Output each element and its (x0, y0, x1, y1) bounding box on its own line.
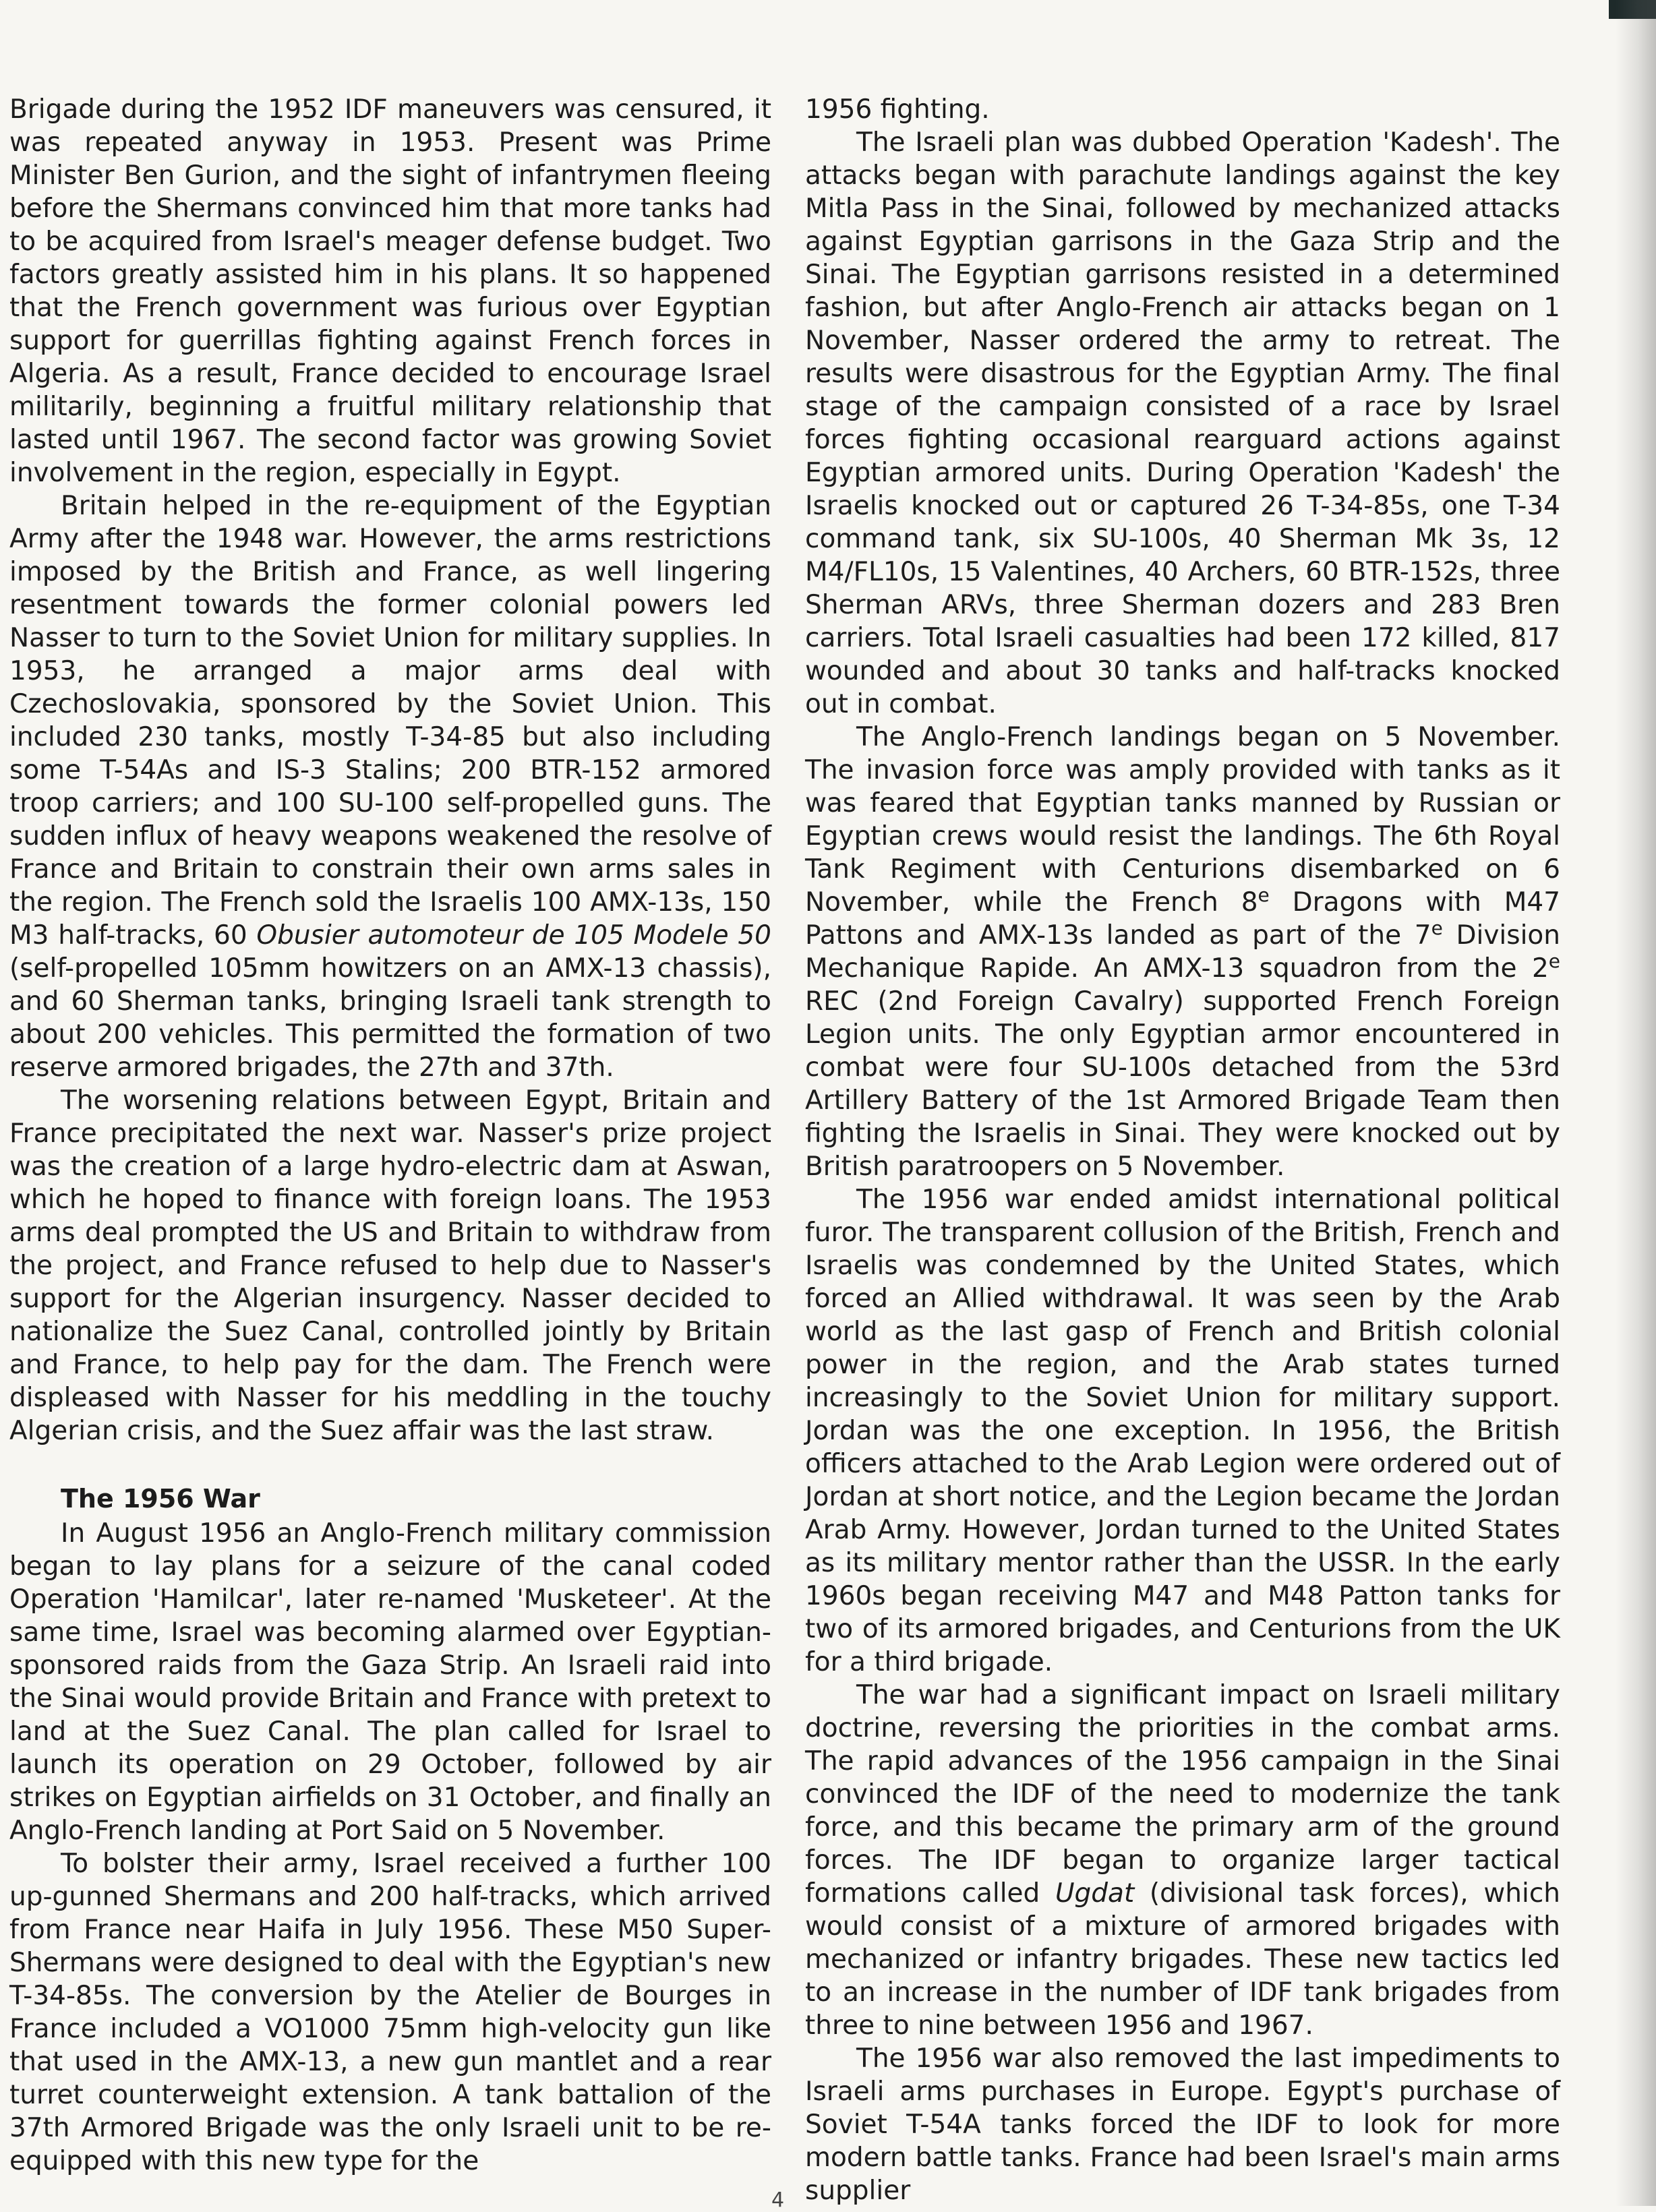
left-column (9, 93, 771, 2178)
paragraph-text: The Anglo-French landings began on 5 November. The invasion force was amply provided with tanks as it was feared that Egyptian tanks manned by Russian or Egyptian crews would resist the landings. The 6th Royal Tank Regiment with Centurions disembarked on 6 November, while the French 8 (805, 722, 1560, 918)
paragraph: Brigade during the 1952 IDF maneuvers was censured, it was repeated anyway in 1953. Present was Prime Minister Ben Gurion, and the sight of infantrymen fleeing before the Shermans convinced him that more tanks had to be acquired from Israel's meager defense budget. Two factors greatly assisted him in his plans. It so happened that the French government was furious over Egyptian support for guerrillas fighting against French forces in Algeria. As a result, France decided to encourage Israel militarily, beginning a fruitful military relationship that lasted until 1967. The second factor was growing Soviet involvement in the region, especially in Egypt. (9, 94, 771, 488)
paragraph-text: Britain helped in the re-equipment of the Egyptian Army after the 1948 war. However, the arms restrictions imposed by the British and France, as well lingering resentment towards the former colonial powers led Nasser to turn to the Soviet Union for military supplies. In 1953, he arranged a major arms deal with Czechoslovakia, sponsored by the Soviet Union. This included 230 tanks, mostly T-34-85 but also including some T-54As and IS-3 Stalins; 200 BTR-152 armored troop carriers; and 100 SU-100 self-propelled guns. The sudden influx of heavy weapons weakened the resolve of France and Britain to constrain their own arms sales in the region. The French sold the Israelis 100 AMX-13s, 150 M3 half-tracks, 60 (9, 491, 771, 951)
scan-page-edge (1616, 0, 1656, 2206)
section-heading: The 1956 War (61, 1484, 260, 1514)
paragraph-text: REC (2nd Foreign Cavalry) supported French Foreign Legion units. The only Egyptian armor encountered in combat were four SU-100s detached from the 53rd Artillery Battery of the 1st Armored Brigade Team then fighting the Israelis in Sinai. They were knocked out by British paratroopers on 5 November. (805, 986, 1560, 1182)
paragraph (805, 1679, 1560, 2042)
italic-term: Ugdat (1055, 1878, 1135, 1909)
paragraph: 1956 fighting. (805, 94, 990, 125)
page-number: 4 (771, 2188, 785, 2212)
superscript: e (1548, 950, 1560, 972)
superscript: e (1258, 884, 1270, 906)
right-column (805, 93, 1560, 2207)
paragraph: The 1956 war also removed the last impediments to Israeli arms purchases in Europe. Egypt's purchase of Soviet T-54A tanks forced the IDF to look for more modern battle tanks. France had been Israel's main arms supplier (805, 2043, 1560, 2206)
paragraph: In August 1956 an Anglo-French military commission began to lay plans for a seizure of the canal coded Operation 'Hamilcar', later re-named 'Musketeer'. At the same time, Israel was becoming alarmed over Egyptian-sponsored raids from the Gaza Strip. An Israeli raid into the Sinai would provide Britain and France with pretext to land at the Suez Canal. The plan called for Israel to launch its operation on 29 October, followed by air strikes on Egyptian airfields on 31 October, and finally an Anglo-French landing at Port Said on 5 November. (9, 1518, 771, 1846)
superscript: e (1431, 917, 1443, 939)
paragraph: To bolster their army, Israel received a further 100 up-gunned Shermans and 200 half-tracks, which arrived from France near Haifa in July 1956. These M50 Super-Shermans were designed to deal with the Egyptian's new T-34-85s. The conversion by the Atelier de Bourges in France included a VO1000 75mm high-velocity gun like that used in the AMX-13, a new gun mantlet and a rear turret counterweight extension. A tank battalion of the 37th Armored Brigade was the only Israeli unit to be re-equipped with this new type for the (9, 1849, 771, 2176)
paragraph: The 1956 war ended amidst international political furor. The transparent collusion of the British, French and Israelis was condemned by the United States, which forced an Allied withdrawal. It was seen by the Arab world as the last gasp of French and British colonial power in the region, and the Arab states turned increasingly to the Soviet Union for military support. Jordan was the one exception. In 1956, the British officers attached to the Arab Legion were ordered out of Jordan at short notice, and the Legion became the Jordan Arab Army. However, Jordan turned to the United States as its military mentor rather than the USSR. In the early 1960s began receiving M47 and M48 Patton tanks for two of its armored brigades, and Centurions from the UK for a third brigade. (805, 1185, 1560, 1677)
paragraph-text: (self-propelled 105mm howitzers on an AMX-13 chassis), and 60 Sherman tanks, bringing Israeli tank strength to about 200 vehicles. This permitted the formation of two reserve armored brigades, the 27th and 37th. (9, 953, 771, 1083)
paragraph-text: (divisional task forces), which would consist of a mixture of armored brigades with mechanized or infantry brigades. These new tactics led to an increase in the number of IDF tank brigades from three to nine between 1956 and 1967. (805, 1878, 1560, 2041)
paragraph-text: The war had a significant impact on Israeli military doctrine, reversing the priorities in the combat arms. The rapid advances of the 1956 campaign in the Sinai convinced the IDF of the need to modernize the tank force, and this became the primary arm of the ground forces. The IDF began to organize larger tactical formations called (805, 1680, 1560, 1909)
paragraph-text: Division Mechanique Rapide. An AMX-13 squadron from the 2 (805, 920, 1560, 984)
paragraph: The worsening relations between Egypt, Britain and France precipitated the next war. Nasser's prize project was the creation of a large hydro-electric dam at Aswan, which he hoped to finance with foreign loans. The 1953 arms deal prompted the US and Britain to withdraw from the project, and France refused to help due to Nasser's support for the Algerian insurgency. Nasser decided to nationalize the Suez Canal, controlled jointly by Britain and France, to help pay for the dam. The French were displeased with Nasser for his meddling in the touchy Algerian crisis, and the Suez affair was the last straw. (9, 1085, 771, 1446)
italic-term: Obusier automoteur de 105 Modele 50 (256, 920, 771, 951)
paragraph (9, 489, 771, 1084)
paragraph-text: Dragons with M47 Pattons and AMX-13s landed as part of the 7 (805, 887, 1561, 951)
paragraph (805, 721, 1560, 1183)
paragraph: The Israeli plan was dubbed Operation 'Kadesh'. The attacks began with parachute landings against the key Mitla Pass in the Sinai, followed by mechanized attacks against Egyptian garrisons in the Gaza Strip and the Sinai. The Egyptian garrisons resisted in a determined fashion, but after Anglo-French air attacks began on 1 November, Nasser ordered the army to retreat. The results were disastrous for the Egyptian Army. The final stage of the campaign consisted of a race by Israel forces fighting occasional rearguard actions against Egyptian armored units. During Operation 'Kadesh' the Israelis knocked out or captured 26 T-34-85s, one T-34 command tank, six SU-100s, 40 Sherman Mk 3s, 12 M4/FL10s, 15 Valentines, 40 Archers, 60 BTR-152s, three Sherman ARVs, three Sherman dozers and 283 Bren carriers. Total Israeli casualties had been 172 killed, 817 wounded and about 30 tanks and half-tracks knocked out in combat. (805, 127, 1560, 719)
